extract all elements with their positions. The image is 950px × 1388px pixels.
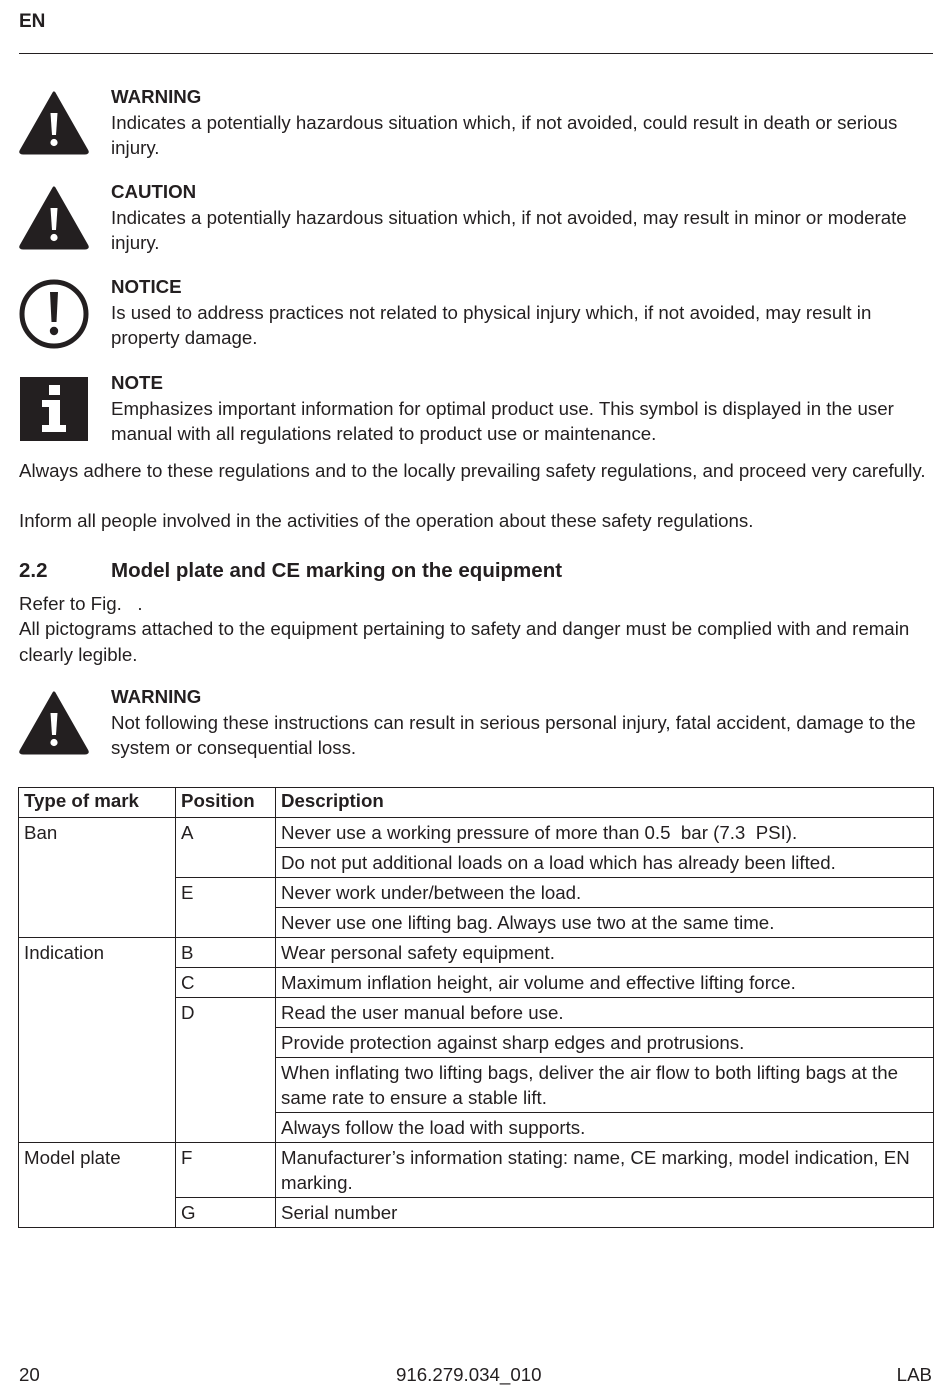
caution-triangle-icon (18, 184, 90, 256)
intro-paragraph-2: Inform all people involved in the activities of the operation about these safety regulations. (19, 510, 754, 531)
type-cell: Ban (19, 818, 176, 938)
section-heading (19, 559, 562, 583)
notice-body: Is used to address practices not related to physical injury which, if not avoided, may result in property damage. (111, 301, 872, 348)
description-cell: Never use one lifting bag. Always use two at the same time. (276, 908, 934, 938)
section-paragraph: All pictograms attached to the equipment pertaining to safety and danger must be complied with and remain clearly legible. (19, 618, 910, 665)
section-title: Model plate and CE marking on the equipment (111, 559, 563, 582)
notice-body: Indicates a potentially hazardous situation which, if not avoided, could result in death or serious injury. (111, 111, 898, 158)
position-cell: A (176, 818, 276, 878)
table-row (19, 938, 934, 968)
description-cell: Provide protection against sharp edges and protrusions. (276, 1028, 934, 1058)
position-cell: D (176, 998, 276, 1143)
notice-body: Emphasizes important information for optimal product use. This symbol is displayed in the user manual with all regulations related to product use or maintenance. (111, 397, 894, 444)
table-row (19, 818, 934, 848)
description-cell: Never work under/between the load. (276, 878, 934, 908)
description-cell: Never use a working pressure of more than 0.5 bar (7.3 PSI). (276, 818, 934, 848)
table-row (19, 1143, 934, 1198)
position-cell: B (176, 938, 276, 968)
description-cell: Wear personal safety equipment. (276, 938, 934, 968)
intro-paragraph: Always adhere to these regulations and to the locally prevailing safety regulations, and proceed very carefully. (19, 460, 926, 481)
description-cell: When inflating two lifting bags, deliver the air flow to both lifting bags at the same rate to ensure a stable lift. (276, 1058, 934, 1113)
description-cell: Manufacturer’s information stating: name, CE marking, model indication, EN marking. (276, 1143, 934, 1198)
pictogram-table (18, 787, 934, 1228)
notice-title: CAUTION (111, 181, 197, 202)
column-header-position: Position (176, 788, 276, 818)
warning-triangle-icon (18, 689, 90, 761)
description-cell: Do not put additional loads on a load which has already been lifted. (276, 848, 934, 878)
language-code: EN (19, 11, 46, 32)
notice-body: Indicates a potentially hazardous situation which, if not avoided, may result in minor or moderate injury. (111, 206, 907, 253)
table-header-row (19, 788, 934, 818)
page-number: 20 (19, 1364, 40, 1385)
type-cell: Model plate (19, 1143, 176, 1228)
position-cell: F (176, 1143, 276, 1198)
product-code: LAB (896, 1364, 932, 1385)
section-number: 2.2 (19, 559, 48, 582)
document-number: 916.279.034_010 (396, 1364, 542, 1385)
position-cell: C (176, 968, 276, 998)
warning-triangle-icon (18, 89, 90, 161)
header-divider (19, 53, 933, 54)
position-cell: G (176, 1198, 276, 1228)
column-header-type: Type of mark (19, 788, 176, 818)
notice-title: NOTE (111, 372, 163, 393)
info-icon (18, 375, 90, 447)
notice-title: WARNING (111, 686, 202, 707)
type-cell: Indication (19, 938, 176, 1143)
figure-reference: Refer to Fig. . (19, 593, 143, 614)
description-cell: Maximum inflation height, air volume and effective lifting force. (276, 968, 934, 998)
column-header-description: Description (276, 788, 934, 818)
position-cell: E (176, 878, 276, 938)
notice-body: Not following these instructions can result in serious personal injury, fatal accident, damage to the system or consequential loss. (111, 711, 916, 758)
description-cell: Always follow the load with supports. (276, 1113, 934, 1143)
notice-title: WARNING (111, 86, 202, 107)
description-cell: Read the user manual before use. (276, 998, 934, 1028)
notice-title: NOTICE (111, 276, 182, 297)
notice-circle-exclamation-icon (18, 278, 90, 350)
description-cell: Serial number (276, 1198, 934, 1228)
